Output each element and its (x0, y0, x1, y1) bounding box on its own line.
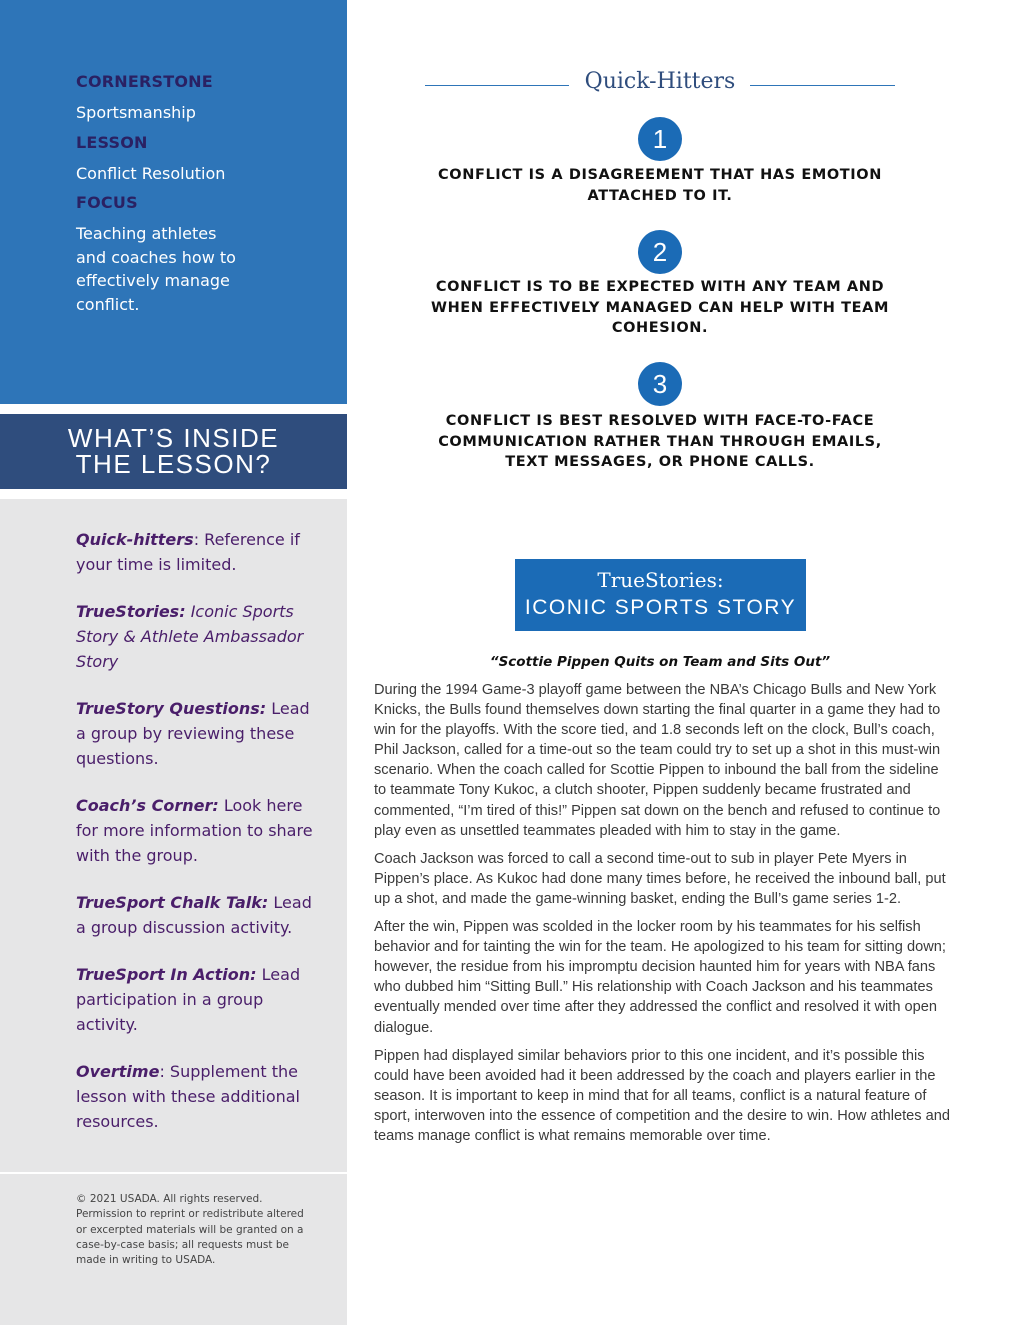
focus-value: Teaching athletes and coaches how to effectively manage conflict. (76, 224, 236, 314)
story-paragraph: During the 1994 Game-3 playoff game between the NBA’s Chicago Bulls and New York Knicks, the Bulls found themselves down starting the final quarter in a game they had to win for the playoffs. With the score tied, and 1.8 seconds left on the clock, Bull’s coach, Phil Jackson, called for a time-out so the team could try to set up a shot in this must-win scenario. When the coach called for Scottie Pippen to inbound the ball from the sideline to teammate Tony Kukoc, a clutch shooter, Pippen suddenly became frustrated and commented, “I’m tired of this!” Pippen sat down on the bench and refused to continue to play even as unsettled teammates pleaded with him to stay in the game. (374, 682, 941, 839)
list-item: Coach’s Corner: Look here for more information to share with the group. (76, 796, 313, 865)
divider (0, 1172, 347, 1174)
whats-inside-title-line-2: THE LESSON? (75, 449, 272, 479)
item-key: TrueSport Chalk Talk: (76, 893, 269, 912)
item-key: Overtime (76, 1062, 160, 1081)
list-item: TrueSport Chalk Talk: Lead a group discussion activity. (76, 893, 312, 937)
quick-hitter-text: CONFLICT IS BEST RESOLVED WITH FACE-TO-FACE COMMUNICATION RATHER THAN THROUGH EMAILS, TEXT MESSAGES, OR PHONE CALLS. (438, 413, 882, 470)
number-badge: 3 (638, 362, 682, 406)
cornerstone-value: Sportsmanship (76, 103, 196, 122)
story-body (374, 680, 952, 1154)
quick-hitters-header (425, 66, 895, 106)
list-item: Overtime: Supplement the lesson with these additional resources. (76, 1062, 300, 1131)
quick-hitters-title: Quick-Hitters (584, 69, 736, 94)
truestories-heading-box (515, 559, 806, 631)
copyright-notice: © 2021 USADA. All rights reserved. Permission to reprint or redistribute altered or excerpted materials will be granted on a case-by-case basis; all requests must be made in writing to USADA. (76, 1193, 304, 1267)
item-key: Coach’s Corner: (76, 796, 219, 815)
list-item: TrueStory Questions: Lead a group by reviewing these questions. (76, 699, 310, 768)
story-paragraph: Coach Jackson was forced to call a second time-out to sub in player Pete Myers in Pippen’s place. As Kukoc had done many times before, he received the inbound ball, put up a shot, and made the game-winning basket, ending the Bull’s game series 1-2. (374, 850, 946, 907)
item-key: Quick-hitters (76, 530, 194, 549)
list-item: TrueStories: Iconic Sports Story & Athlete Ambassador Story (76, 602, 304, 671)
cornerstone-label: CORNERSTONE (76, 72, 213, 91)
number-badge: 2 (638, 230, 682, 274)
lesson-value: Conflict Resolution (76, 163, 226, 183)
story-paragraph: After the win, Pippen was scolded in the locker room by his teammates for his selfish behavior and for tainting the win for the team. He apologized to his team for sitting down; however, the residue from his impromptu decision haunted him for years with NBA fans who dubbed him “Sitting Bull.” His relationship with Coach Jackson and his teammates eventually mended over time after they addressed the conflict and resolved it with open dialogue. (374, 919, 946, 1036)
item-key: TrueStories: (76, 602, 186, 621)
list-item: Quick-hitters: Reference if your time is limited. (76, 530, 300, 574)
item-key: TrueSport In Action: (76, 965, 257, 984)
whats-inside-banner (0, 414, 347, 489)
focus-label: FOCUS (76, 193, 138, 212)
story-paragraph: Pippen had displayed similar behaviors prior to this one incident, and it’s possible this could have been avoided had it been addressed by the coach and players earlier in the season. It is important to keep in mind that for all teams, conflict is a natural feature of sport, interwoven into the essence of competition and the desire to win. How athletes and teams manage conflict is what remains memorable over time. (374, 1047, 950, 1144)
quick-hitter-text: CONFLICT IS A DISAGREEMENT THAT HAS EMOTION ATTACHED TO IT. (438, 167, 882, 204)
number-badge: 1 (638, 117, 682, 161)
item-key: TrueStory Questions: (76, 699, 267, 718)
lesson-info-panel (0, 0, 347, 404)
whats-inside-title-line-1: WHAT’S INSIDE (67, 423, 280, 453)
whats-inside-list (76, 527, 316, 1156)
lesson-label: LESSON (76, 132, 148, 152)
truestories-subheading: ICONIC SPORTS STORY (524, 596, 797, 619)
story-title: “Scottie Pippen Quits on Team and Sits Out” (489, 654, 831, 670)
quick-hitter-text: CONFLICT IS TO BE EXPECTED WITH ANY TEAM AND WHEN EFFECTIVELY MANAGED CAN HELP WITH TEAM COHESION. (430, 279, 890, 336)
list-item: TrueSport In Action: Lead participation in a group activity. (76, 965, 301, 1034)
sidebar (0, 0, 347, 1325)
truestories-heading: TrueStories: (597, 568, 724, 592)
